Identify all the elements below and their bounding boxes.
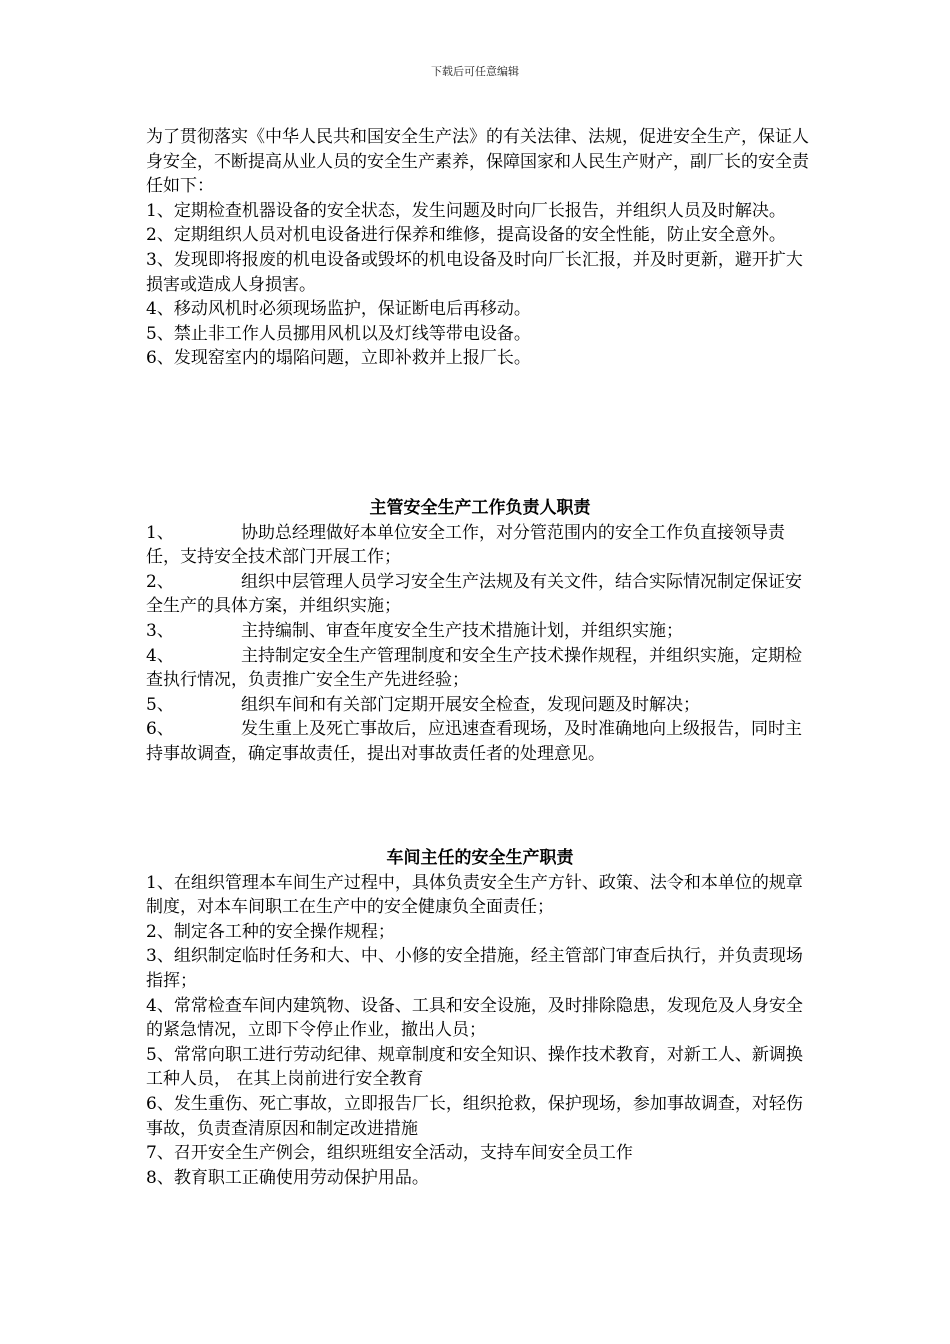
- section-heading: 主管安全生产工作负责人职责: [369, 498, 591, 518]
- duty-item: [146, 644, 814, 693]
- intro-item: 2、定期组织人员对机电设备进行保养和维修，提高设备的安全性能，防止安全意外。: [146, 225, 786, 246]
- duty-item: 1、在组织管理本车间生产过程中，具体负责安全生产方针、政策、法令和本单位的规章制度，对本车间职工在生产中的安全健康负全面责任；: [146, 872, 803, 918]
- item-number: 6、: [146, 719, 174, 740]
- duty-item: [146, 693, 814, 718]
- item-number: 1、: [146, 522, 174, 543]
- duty-item: 2、制定各工种的安全操作规程；: [146, 921, 395, 942]
- intro-item: 1、定期检查机器设备的安全状态，发生问题及时向厂长报告，并组织人员及时解决。: [146, 200, 786, 221]
- item-number: 4、: [146, 645, 174, 666]
- duty-item: 8、教育职工正确使用劳动保护用品。: [146, 1167, 429, 1188]
- duty-item: 3、组织制定临时任务和大、中、小修的安全措施，经主管部门审查后执行，并负责现场指挥；: [146, 946, 803, 991]
- duty-item: [146, 570, 814, 619]
- duty-item: 7、召开安全生产例会，组织班组安全活动，支持车间安全员工作: [146, 1143, 633, 1164]
- item-number: 3、: [146, 620, 174, 641]
- intro-item: 4、移动风机时必须现场监护，保证断电后再移动。: [146, 299, 531, 320]
- page-header-note: 下载后可任意编辑: [431, 65, 519, 78]
- intro-item: 5、禁止非工作人员挪用风机以及灯线等带电设备。: [146, 323, 531, 344]
- item-text: 组织车间和有关部门定期开展安全检查，发现问题及时解决；: [241, 694, 700, 715]
- duty-item: 5、常常向职工进行劳动纪律、规章制度和安全知识、操作技术教育，对新工人、新调换工种人员， 在其上岗前进行安全教育: [146, 1044, 803, 1090]
- workshop-director-section: [146, 846, 814, 1190]
- supervisor-duties-section: [146, 496, 814, 767]
- item-number: 2、: [146, 571, 174, 592]
- duty-item: [146, 521, 814, 570]
- duty-item: 4、常常检查车间内建筑物、设备、工具和安全设施，及时排除隐患，发现危及人身安全的紧急情况，立即下令停止作业，撤出人员；: [146, 995, 803, 1041]
- item-text: 组织中层管理人员学习安全生产法规及有关文件，结合实际情况制定保证安全生产的具体方案，并组织实施；: [146, 571, 802, 617]
- item-text: 主持编制、审查年度安全生产技术措施计划，并组织实施；: [241, 620, 683, 641]
- duty-item: [146, 717, 814, 766]
- intro-section: [146, 125, 814, 371]
- section-heading: 车间主任的安全生产职责: [386, 848, 574, 868]
- item-text: 协助总经理做好本单位安全工作，对分管范围内的安全工作负直接领导责任，支持安全技术部门开展工作；: [146, 522, 785, 568]
- item-text: 发生重上及死亡事故后，应迅速查看现场，及时准确地向上级报告，同时主持事故调查，确定事故责任，提出对事故责任者的处理意见。: [146, 719, 802, 764]
- intro-paragraph: 为了贯彻落实《中华人民共和国安全生产法》的有关法律、法规，促进安全生产，保证人身安全，不断提高从业人员的安全生产素养，保障国家和人民生产财产，副厂长的安全责任如下：: [146, 127, 809, 197]
- duty-item: [146, 619, 814, 644]
- item-number: 5、: [146, 694, 174, 715]
- intro-item: 6、发现窑室内的塌陷问题，立即补救并上报厂长。: [146, 348, 531, 369]
- item-text: 主持制定安全生产管理制度和安全生产技术操作规程，并组织实施，定期检查执行情况，负责推广安全生产先进经验；: [146, 645, 802, 691]
- intro-item: 3、发现即将报废的机电设备或毁坏的机电设备及时向厂长汇报，并及时更新，避开扩大损害或造成人身损害。: [146, 249, 803, 295]
- duty-item: 6、发生重伤、死亡事故，立即报告厂长，组织抢救，保护现场，参加事故调查，对轻伤事故，负责查清原因和制定改进措施: [146, 1093, 803, 1139]
